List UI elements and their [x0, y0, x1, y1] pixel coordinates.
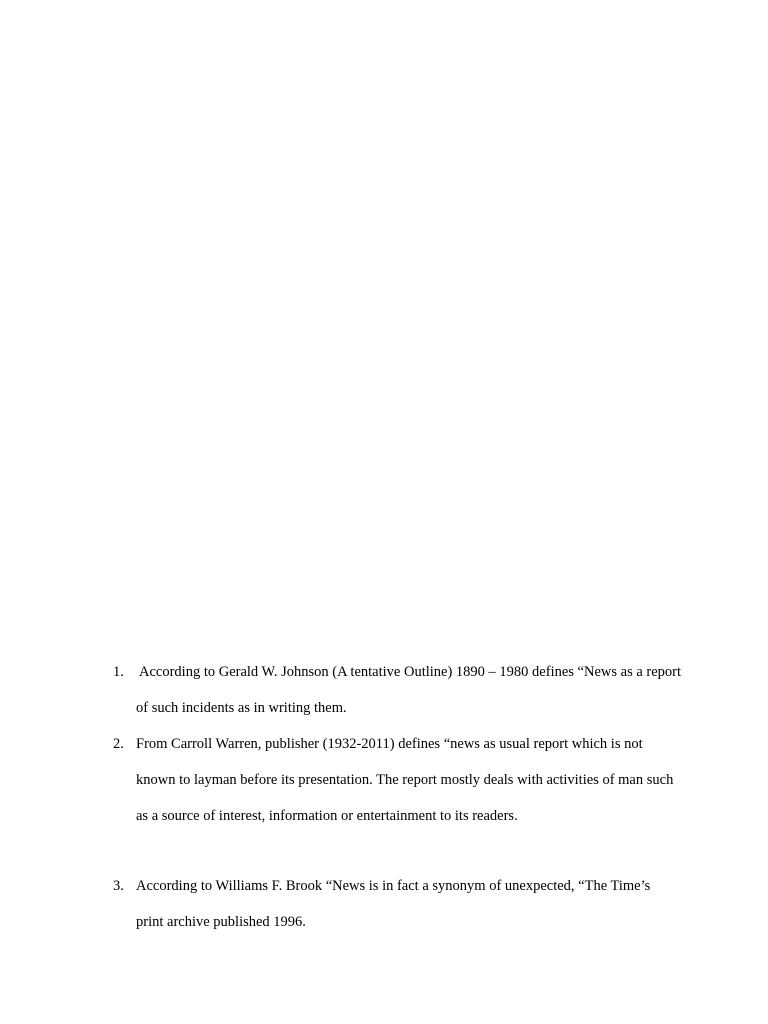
- list-item-text: According to Gerald W. Johnson (A tentative Outline) 1890 – 1980 defines “News as a report of such incidents as in writing them.: [136, 664, 682, 716]
- list-item-number: 1.: [113, 664, 124, 680]
- list-item-text: From Carroll Warren, publisher (1932-2011) defines “news as usual report which is not known to layman before its presentation. The report mostly deals with activities of man such as a source of interest, information or entertainment to its readers.: [136, 736, 674, 824]
- list-item-text: According to Williams F. Brook “News is in fact a synonym of unexpected, “The Time’s print archive published 1996.: [136, 878, 651, 930]
- list-item: [0, 654, 768, 726]
- list-item-number: 3.: [113, 878, 124, 894]
- list-item-number: 2.: [113, 736, 124, 752]
- list-item: [0, 868, 768, 940]
- numbered-list: [0, 654, 768, 940]
- paragraph-spacer: [0, 834, 768, 868]
- list-item: [0, 726, 768, 834]
